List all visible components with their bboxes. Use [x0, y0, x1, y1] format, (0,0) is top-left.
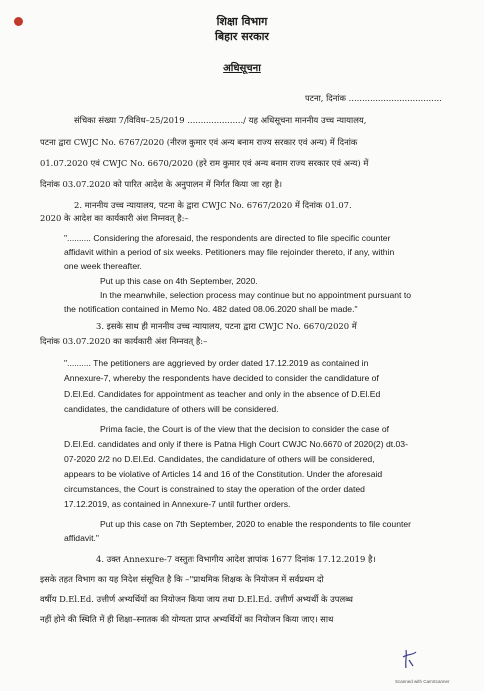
signature-mark-icon	[400, 648, 418, 670]
scanner-footer: Scanned with CamScanner	[395, 679, 450, 684]
quote2-line4: candidates, the candidature of others will be considered.	[64, 404, 279, 414]
quote1-line1: ".......... Considering the aforesaid, the respondents are directed to file specific counter	[64, 233, 391, 243]
quote1-line4: Put up this case on 4th September, 2020.	[100, 276, 258, 286]
place-date: पटना, दिनांक ...................................	[305, 93, 442, 103]
quote2-line11: Put up this case on 7th September, 2020 to enable the respondents to file counter	[100, 519, 412, 529]
para1-line1: संचिका संख्या 7/विविध–25/2019 ...................../ यह अधिसूचना माननीय उच्च न्यायालय,	[74, 115, 367, 125]
quote2-line2: Annexure-7, whereby the respondents have decided to consider the candidature of	[64, 373, 379, 383]
para3-line2: दिनांक 03.07.2020 का कार्यकारी अंश निम्नवत् है:–	[40, 336, 208, 346]
para2-line1: 2. माननीय उच्च न्यायालय, पटना के द्वारा CWJC No. 6767/2020 में दिनांक 01.07.	[74, 200, 352, 210]
para1-line4: दिनांक 03.07.2020 को पारित आदेश के अनुपालन में निर्गत किया जा रहा है।	[40, 179, 283, 189]
para2-line2: 2020 के आदेश का कार्यकारी अंश निम्नवत् है:–	[40, 213, 189, 223]
para1-line2: पटना द्वारा CWJC No. 6767/2020 (नीरज कुमार एवं अन्य बनाम राज्य सरकार एवं अन्य) में दिनांक	[40, 137, 358, 147]
quote2-line7: 07-2020 2/2 no D.El.Ed. Candidates, the candidature of others will be considered,	[64, 454, 375, 464]
para1-line3: 01.07.2020 एवं CWJC No. 6670/2020 (हरे राम कुमार एवं अन्य बनाम राज्य सरकार एवं अन्य) में	[40, 158, 369, 168]
quote1-line3: one week thereafter.	[64, 261, 142, 271]
quote1-line6: the notification contained in Memo No. 482 dated 08.06.2020 shall be made."	[64, 304, 358, 314]
quote2-line10: 17.12.2019, as contained in Annexure-7 until further orders.	[64, 499, 291, 509]
quote2-line6: D.El.Ed. candidates and only if there is Patna High Court CWJC No.6670 of 2020(2) dt.03-	[64, 439, 408, 449]
para3-line1: 3. इसके साथ ही माननीय उच्च न्यायालय, पटना द्वारा CWJC No. 6670/2020 में	[96, 321, 357, 331]
para4-line3: वर्षीय D.El.Ed. उत्तीर्ण अभ्यर्थियों का नियोजन किया जाय तथा D.El.Ed. उत्तीर्ण अभ्यर्थी के उपलब्ध	[40, 594, 353, 604]
quote2-line9: circumstances, the Court is constrained to stay the operation of the order dated	[64, 484, 365, 494]
quote1-line2: affidavit within a period of six weeks. Petitioners may file rejoinder thereto, if any, within	[64, 247, 395, 257]
quote2-line12: affidavit."	[64, 533, 99, 543]
quote2-line8: appears to be violative of Articles 14 and 16 of the Constitution. Under the aforesaid	[64, 469, 383, 479]
para4-line2: इसके तहत विभाग का यह निदेश संसूचित है कि –"प्राथमिक शिक्षक के नियोजन में सर्वप्रथम दो	[40, 574, 324, 584]
para4-line4: नहीं होने की स्थिति में ही शिक्षा–स्नातक की योग्यता प्राप्त अभ्यर्थियों का नियोजन किया जाए। साथ	[40, 614, 334, 624]
government-name: बिहार सरकार	[215, 30, 269, 43]
quote2-line1: ".......... The petitioners are aggrieved by order dated 17.12.2019 as contained in	[64, 358, 369, 368]
department-name: शिक्षा विभाग	[216, 15, 268, 28]
notification-title: अधिसूचना	[223, 63, 261, 74]
quote1-line5: In the meanwhile, selection process may continue but no appointment pursuant to	[100, 290, 411, 300]
quote2-line5: Prima facie, the Court is of the view that the decision to consider the case of	[100, 424, 389, 434]
para4-line1: 4. उक्त Annexure-7 वस्तुतः विभागीय आदेश ज्ञापांक 1677 दिनांक 17.12.2019 है।	[96, 554, 376, 564]
quote2-line3: D.El.Ed. Candidates for appointment as teacher and only in the absence of D.El.Ed	[64, 389, 381, 399]
